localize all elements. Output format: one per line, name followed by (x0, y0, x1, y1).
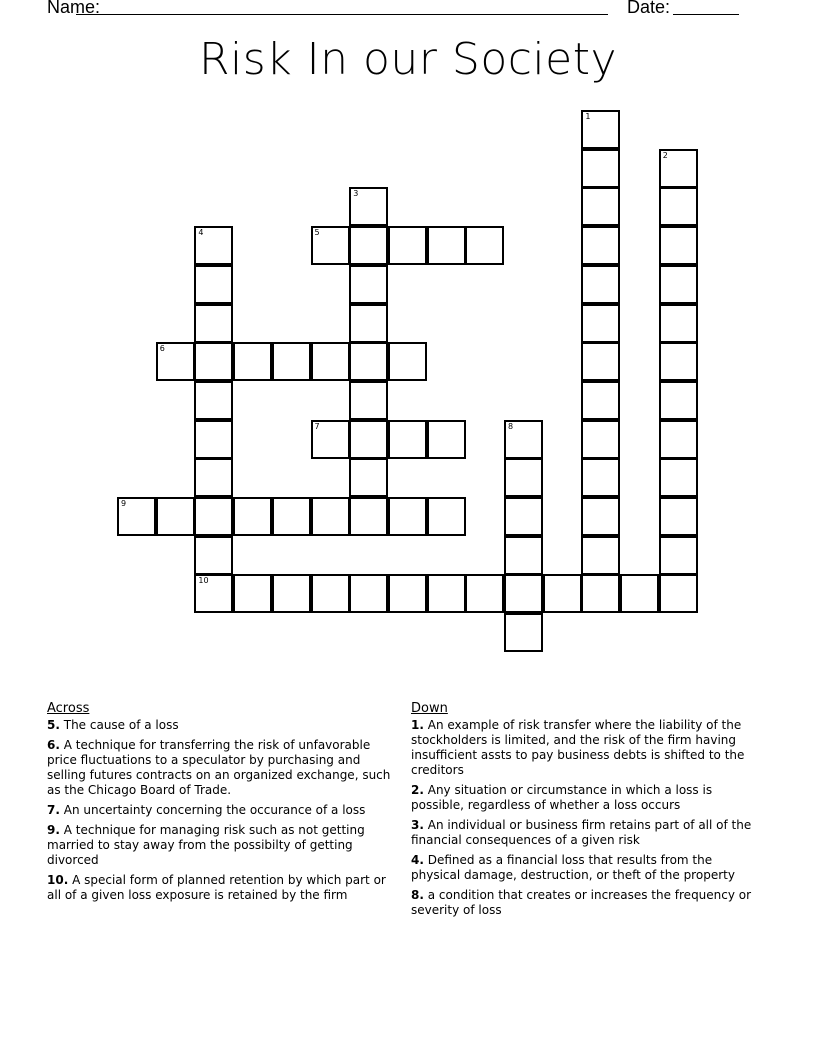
crossword-cell[interactable] (388, 226, 427, 265)
crossword-cell[interactable] (427, 420, 466, 459)
crossword-cell[interactable] (349, 187, 388, 226)
crossword-cell[interactable] (581, 187, 620, 226)
clue-item-text: A technique for transferring the risk of unfavorable price fluctuations to a speculator by purchasing and selling futures contracts on an organized exchange, such as the Chicago Board of Trade. (47, 738, 391, 797)
crossword-cell[interactable] (581, 497, 620, 536)
clue-item (411, 853, 761, 883)
crossword-cell[interactable] (659, 265, 698, 304)
crossword-cell[interactable] (194, 574, 233, 613)
crossword-cell[interactable] (194, 536, 233, 575)
crossword-cell[interactable] (465, 226, 504, 265)
crossword-cell[interactable] (659, 187, 698, 226)
clue-item-number: 1. (411, 718, 424, 732)
down-heading: Down (411, 701, 448, 716)
crossword-cell[interactable] (427, 497, 466, 536)
crossword-cell[interactable] (581, 574, 620, 613)
crossword-cell[interactable] (349, 304, 388, 343)
clue-item-number: 7. (47, 803, 60, 817)
clue-item (47, 873, 392, 903)
across-clues (47, 701, 392, 908)
clue-item (47, 718, 392, 733)
crossword-cell[interactable] (272, 574, 311, 613)
down-clues (411, 701, 761, 923)
clue-number: 9 (121, 499, 127, 508)
crossword-cell[interactable] (311, 342, 350, 381)
name-label: Name: (47, 0, 101, 17)
crossword-cell[interactable] (194, 381, 233, 420)
clue-item-number: 2. (411, 783, 424, 797)
crossword-cell[interactable] (194, 458, 233, 497)
crossword-cell[interactable] (504, 497, 543, 536)
crossword-cell[interactable] (349, 458, 388, 497)
crossword-cell[interactable] (194, 420, 233, 459)
crossword-cell[interactable] (388, 420, 427, 459)
clue-item-number: 5. (47, 718, 60, 732)
clue-item-text: A special form of planned retention by which part or all of a given loss exposure is retained by the firm (47, 873, 386, 902)
crossword-cell[interactable] (581, 304, 620, 343)
date-label: Date: (627, 0, 671, 17)
crossword-cell[interactable] (349, 420, 388, 459)
crossword-cell[interactable] (581, 149, 620, 188)
crossword-cell[interactable] (311, 420, 350, 459)
clue-number: 1 (585, 112, 591, 121)
crossword-cell[interactable] (504, 574, 543, 613)
clue-number: 3 (353, 189, 359, 199)
crossword-cell[interactable] (156, 497, 195, 536)
clue-number: 5 (314, 228, 320, 238)
crossword-cell[interactable] (620, 574, 659, 613)
crossword-cell[interactable] (427, 226, 466, 265)
clue-item-text: An example of risk transfer where the liability of the stockholders is limited, and the risk of the firm having insufficient assts to pay business debts is shifted to the creditors (411, 718, 745, 777)
crossword-cell[interactable] (349, 265, 388, 304)
crossword-cell[interactable] (194, 226, 233, 265)
crossword-cell[interactable] (581, 536, 620, 575)
clue-item-number: 3. (411, 818, 424, 832)
crossword-cell[interactable] (311, 497, 350, 536)
clue-item-text: An individual or business firm retains part of all of the financial consequences of a given risk (411, 818, 752, 847)
clue-number: 6 (159, 344, 165, 354)
clue-item (47, 738, 392, 798)
crossword-cell[interactable] (581, 342, 620, 381)
crossword-cell[interactable] (349, 381, 388, 420)
crossword-cell[interactable] (194, 342, 233, 381)
crossword-cell[interactable] (233, 342, 272, 381)
crossword-cell[interactable] (659, 304, 698, 343)
crossword-cell[interactable] (581, 110, 620, 149)
clue-item-text: An uncertainty concerning the occurance of a loss (59, 803, 366, 817)
down-clue-list (411, 718, 761, 918)
crossword-cell[interactable] (543, 574, 582, 613)
crossword-cell[interactable] (504, 536, 543, 575)
clue-item-number: 4. (411, 853, 424, 867)
clue-item-number: 6. (47, 738, 60, 752)
clue-item-number: 9. (47, 823, 60, 837)
crossword-cell[interactable] (272, 497, 311, 536)
crossword-cell[interactable] (388, 497, 427, 536)
crossword-cell[interactable] (233, 574, 272, 613)
crossword-cell[interactable] (349, 342, 388, 381)
clue-item (411, 818, 761, 848)
clue-item (411, 888, 761, 918)
crossword-cell[interactable] (465, 574, 504, 613)
crossword-cell[interactable] (349, 574, 388, 613)
crossword-cell[interactable] (388, 574, 427, 613)
crossword-cell[interactable] (504, 420, 543, 459)
crossword-cell[interactable] (311, 226, 350, 265)
crossword-cell[interactable] (581, 226, 620, 265)
crossword-cell[interactable] (117, 497, 156, 536)
crossword-cell[interactable] (156, 342, 195, 381)
crossword-cell[interactable] (194, 497, 233, 536)
crossword-cell[interactable] (659, 420, 698, 459)
crossword-cell[interactable] (504, 458, 543, 497)
crossword-cell[interactable] (659, 149, 698, 188)
crossword-cell[interactable] (388, 342, 427, 381)
clue-item (411, 783, 761, 813)
clue-item-number: 10. (47, 873, 69, 887)
clue-item-text: Any situation or circumstance in which a loss is possible, regardless of whether a loss occurs (411, 783, 713, 812)
crossword-cell[interactable] (504, 613, 543, 652)
crossword-cell[interactable] (349, 497, 388, 536)
crossword-cell[interactable] (194, 265, 233, 304)
clue-item-number: 8. (411, 888, 424, 902)
clue-item (411, 718, 761, 778)
crossword-cell[interactable] (272, 342, 311, 381)
puzzle-title: Risk In our Society (198, 34, 618, 85)
clue-item-text: Defined as a financial loss that results from the physical damage, destruction, or theft of the property (411, 853, 735, 882)
crossword-cell[interactable] (581, 265, 620, 304)
clue-number: 2 (662, 150, 668, 160)
crossword-cell[interactable] (659, 226, 698, 265)
crossword-cell[interactable] (659, 497, 698, 536)
clue-number: 10 (198, 576, 209, 586)
crossword-cell[interactable] (311, 574, 350, 613)
crossword-cell[interactable] (659, 574, 698, 613)
crossword-cell[interactable] (581, 420, 620, 459)
clue-item-text: A technique for managing risk such as not getting married to stay away from the possibilty of getting divorced (47, 823, 365, 867)
clue-item (47, 823, 392, 868)
crossword-cell[interactable] (581, 381, 620, 420)
clue-item-text: The cause of a loss (59, 718, 179, 732)
crossword-cell[interactable] (427, 574, 466, 613)
crossword-cell[interactable] (659, 381, 698, 420)
crossword-cell[interactable] (349, 226, 388, 265)
clue-item-text: a condition that creates or increases the frequency or severity of loss (411, 888, 752, 917)
crossword-cell[interactable] (659, 536, 698, 575)
across-heading: Across (47, 701, 90, 716)
crossword-cell[interactable] (233, 497, 272, 536)
clue-number: 8 (508, 421, 514, 431)
crossword-cell[interactable] (194, 304, 233, 343)
clue-number: 4 (198, 228, 204, 238)
across-clue-list (47, 718, 392, 903)
clue-item (47, 803, 392, 818)
crossword-cell[interactable] (659, 342, 698, 381)
crossword-cell[interactable] (581, 458, 620, 497)
crossword-cell[interactable] (659, 458, 698, 497)
clue-number: 7 (314, 421, 320, 431)
